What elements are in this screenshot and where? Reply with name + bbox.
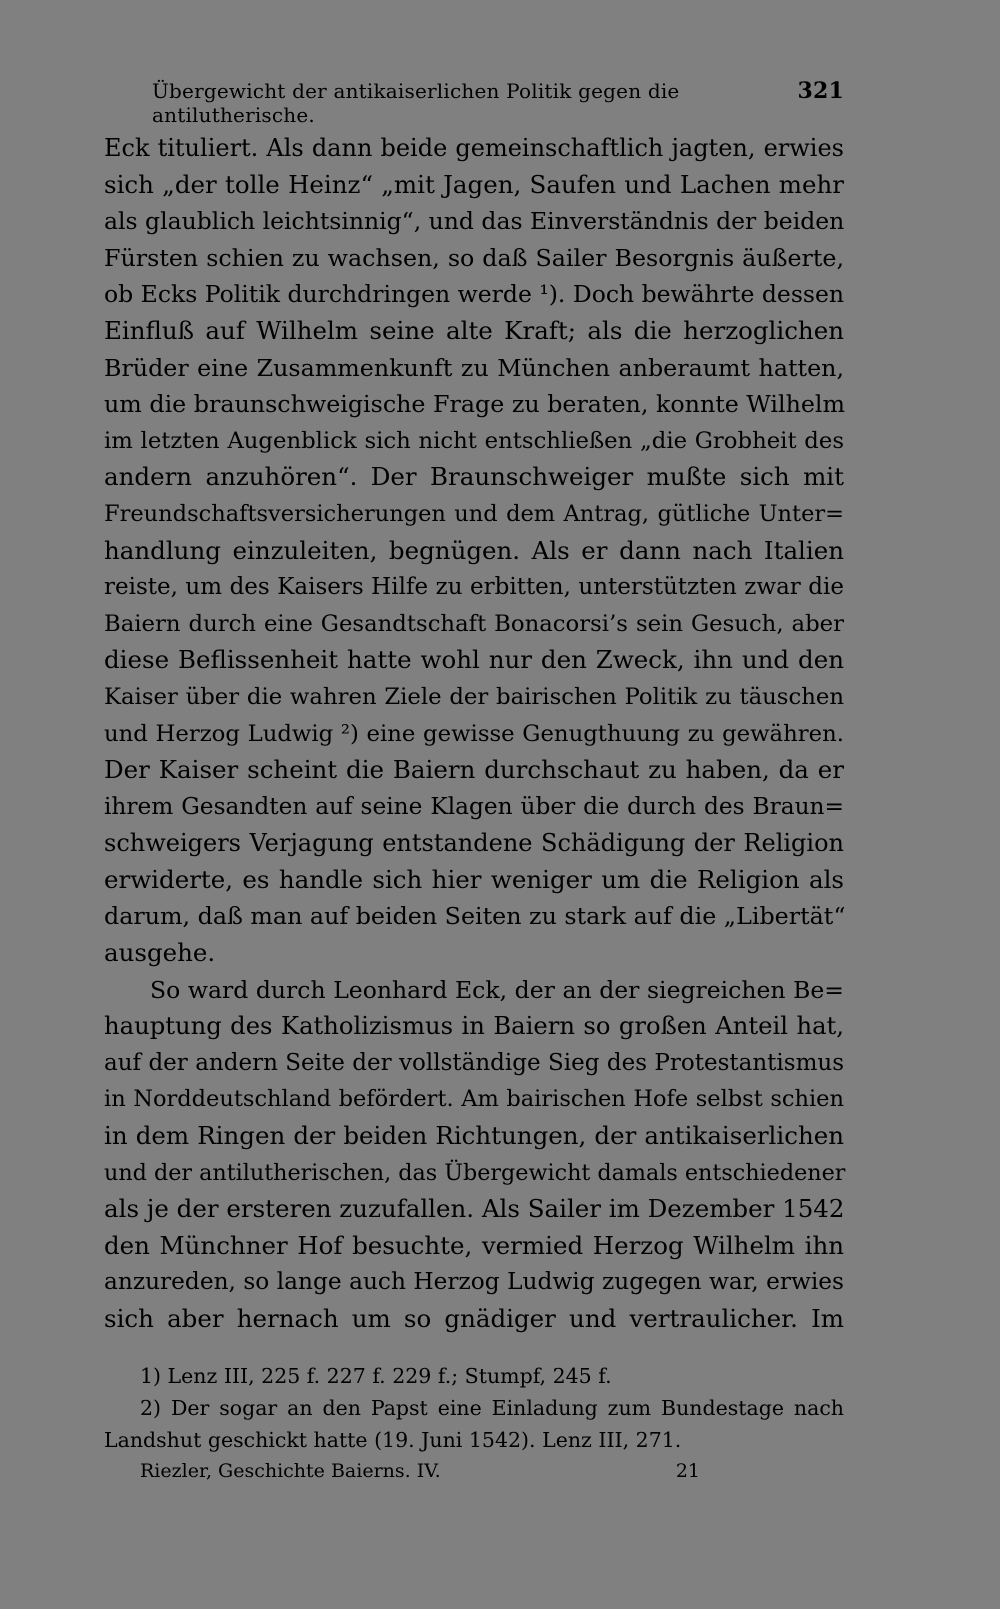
text-line: auf der andern Seite der vollständige Sieg des Protestantismus: [104, 1049, 844, 1076]
text-line: als glaublich leichtsinnig“, und das Einverständnis der beiden: [104, 207, 845, 236]
signature-mark: 21: [675, 1460, 700, 1482]
text-line: handlung einzuleiten, begnügen. Als er dann nach Italien: [104, 535, 844, 565]
text-line: Fürsten schien zu wachsen, so daß Sailer Besorgnis äußerte,: [104, 243, 844, 272]
signature-title: Riezler, Geschichte Baierns. IV.: [140, 1460, 441, 1482]
text-line: als je der ersteren zuzufallen. Als Sailer im Dezember 1542: [104, 1194, 845, 1224]
text-line: Freundschaftsversicherungen und dem Antrag, gütliche Unter=: [104, 500, 844, 527]
text-line: Kaiser über die wahren Ziele der bairischen Politik zu täuschen: [104, 683, 844, 710]
body-text: [104, 130, 844, 1338]
text-line: um die braunschweigische Frage zu beraten, konnte Wilhelm: [104, 390, 846, 419]
text-line: und der antilutherischen, das Übergewicht damals entschiedener: [104, 1159, 846, 1186]
running-title: Übergewicht der antikaiserlichen Politik gegen die antilutherische.: [152, 79, 680, 127]
signature-line: [140, 1460, 700, 1482]
text-line: Eck tituliert. Als dann beide gemeinschaftlich jagten, erwies: [104, 134, 844, 162]
text-line: in dem Ringen der beiden Richtungen, der antikaiserlichen: [104, 1121, 844, 1151]
text-line: reiste, um des Kaisers Hilfe zu erbitten, unterstützten zwar die: [104, 574, 844, 601]
text-line: andern anzuhören“. Der Braunschweiger mußte sich mit: [104, 462, 844, 492]
text-line: sich „der tolle Heinz“ „mit Jagen, Saufen und Lachen mehr: [104, 169, 844, 199]
text-line: ausgehe.: [104, 938, 216, 968]
footnotes: [104, 1360, 844, 1456]
text-line: schweigers Verjagung entstandene Schädigung der Religion: [104, 829, 844, 858]
running-head: [152, 78, 844, 127]
text-line: ihrem Gesandten auf seine Klagen über die durch des Braun=: [104, 792, 844, 820]
text-line: Einfluß auf Wilhelm seine alte Kraft; als die herzoglichen: [104, 315, 844, 345]
text-line: erwiderte, es handle sich hier weniger um die Religion als: [104, 864, 844, 894]
text-line: in Norddeutschland befördert. Am bairischen Hofe selbst schien: [104, 1086, 844, 1113]
text-line: darum, daß man auf beiden Seiten zu stark auf die „Libertät“: [104, 902, 846, 931]
page-number: 321: [797, 78, 844, 104]
text-line: hauptung des Katholizismus in Baiern so großen Anteil hat,: [104, 1011, 844, 1041]
text-line: Baiern durch eine Gesandtschaft Bonacorsi’s sein Gesuch, aber: [104, 610, 844, 637]
text-line: im letzten Augenblick sich nicht entschließen „die Grobheit des: [104, 427, 844, 454]
text-line: So ward durch Leonhard Eck, der an der siegreichen Be=: [150, 975, 844, 1004]
footnote-continuation: Landshut geschickt hatte (19. Juni 1542). Lenz III, 271.: [104, 1428, 682, 1452]
text-line: diese Beflissenheit hatte wohl nur den Zweck, ihn und den: [104, 645, 844, 675]
text-line: den Münchner Hof besuchte, vermied Herzog Wilhelm ihn: [104, 1230, 844, 1260]
text-line: anzureden, so lange auch Herzog Ludwig zugegen war, erwies: [104, 1268, 844, 1296]
text-line: ob Ecks Politik durchdringen werde ¹). Doch bewährte dessen: [104, 280, 844, 309]
footnote: 1) Lenz III, 225 f. 227 f. 229 f.; Stumpf, 245 f.: [140, 1364, 612, 1388]
text-line: und Herzog Ludwig ²) eine gewisse Genugthuung zu gewähren.: [104, 720, 844, 747]
text-line: sich aber hernach um so gnädiger und vertraulicher. Im: [104, 1304, 844, 1333]
text-line: Der Kaiser scheint die Baiern durchschaut zu haben, da er: [104, 755, 844, 785]
footnote: 2) Der sogar an den Papst eine Einladung zum Bundestage nach: [140, 1396, 844, 1420]
text-line: Brüder eine Zusammenkunft zu München anberaumt hatten,: [104, 353, 844, 382]
